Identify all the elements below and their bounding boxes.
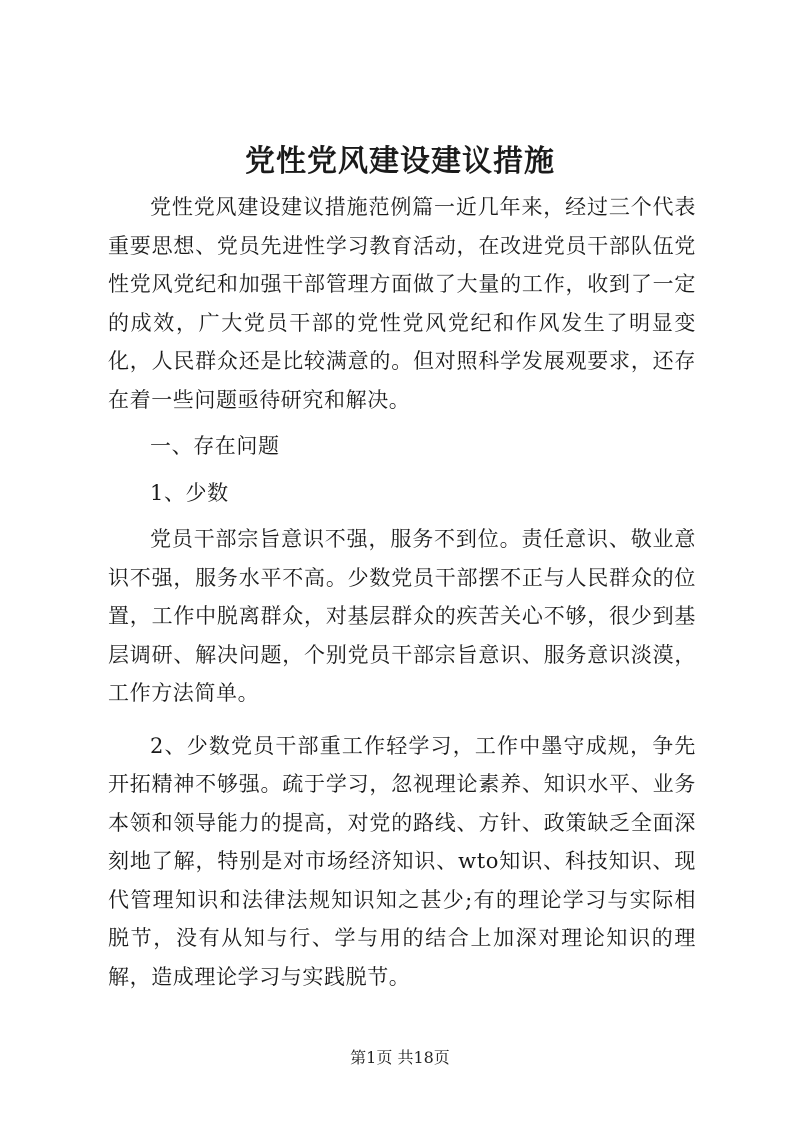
paragraph-point-1: 党员干部宗旨意识不强，服务不到位。责任意识、敬业意识不强，服务水平不高。少数党员干部摆不正与人民群众的位置，工作中脱离群众，对基层群众的疾苦关心不够，很少到基层调研、解决问题，个别党员干部宗旨意识、服务意识淡漠，工作方法简单。	[108, 527, 696, 705]
paragraph-point-2: 2、少数党员干部重工作轻学习，工作中墨守成规，争先开拓精神不够强。疏于学习，忽视理论素养、知识水平、业务本领和领导能力的提高，对党的路线、方针、政策缺乏全面深刻地了解，特别是对市场经济知识、wto知识、科技知识、现代管理知识和法律法规知识知之甚少;有的理论学习与实际相脱节，没有从知与行、学与用的结合上加深对理论知识的理解，造成理论学习与实践脱节。	[108, 733, 696, 989]
subheading-1: 1、少数	[150, 480, 229, 505]
paragraph-intro: 党性党风建设建议措施范例篇一近几年来，经过三个代表重要思想、党员先进性学习教育活动，在改进党员干部队伍党性党风党纪和加强干部管理方面做了大量的工作，收到了一定的成效，广大党员干部的党性党风党纪和作风发生了明显变化，人民群众还是比较满意的。但对照科学发展观要求，还存在着一些问题亟待研究和解决。	[108, 195, 696, 412]
page-number-footer: 第1页 共18页	[350, 1048, 450, 1067]
document-title: 党性党风建设建议措施	[245, 144, 555, 179]
document-body	[108, 188, 696, 996]
section-heading-problems: 一、存在问题	[150, 434, 280, 458]
